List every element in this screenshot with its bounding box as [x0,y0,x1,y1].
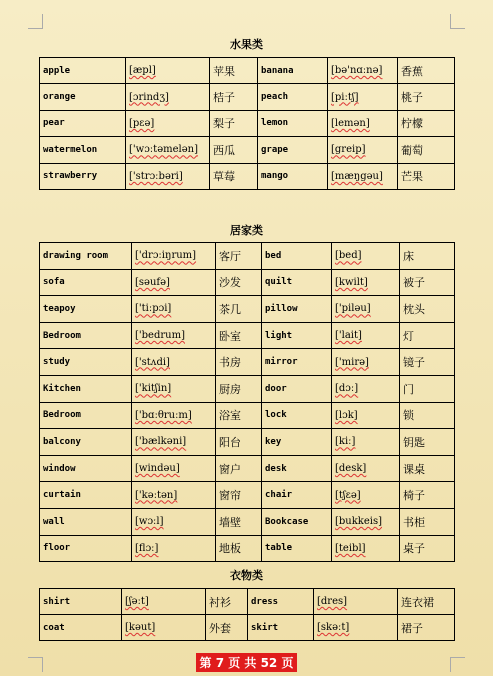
english-word: Bookcase [262,508,332,535]
phonetic-text: [flɔː] [135,542,159,554]
phonetic [132,269,216,296]
phonetic-text: [skəːt] [317,622,350,633]
phonetic-text: ['bedrum] [135,330,185,342]
vocab-table [39,588,455,641]
phonetic-text: [dres] [317,596,348,607]
english-word: teapoy [40,296,132,323]
phonetic-text: [səufə] [135,276,170,288]
phonetic-text: ['bælkəni] [135,436,187,448]
phonetic [132,349,216,376]
phonetic [332,482,400,509]
chinese-meaning: 枕头 [400,296,455,323]
phonetic [332,269,400,296]
english-word: chair [262,482,332,509]
english-word: bed [262,243,332,270]
english-word: table [262,535,332,562]
phonetic-text: [teibl] [335,542,366,554]
table-row [40,137,455,163]
phonetic-text: [windəu] [135,463,180,475]
phonetic [332,375,400,402]
english-word: mango [258,163,328,189]
table-row [40,322,455,349]
phonetic [328,84,398,110]
chinese-meaning: 裙子 [398,615,455,641]
table-row [40,243,455,270]
phonetic-text: [kəut] [125,622,156,633]
table-row [40,429,455,456]
table-row [40,296,455,323]
phonetic [314,589,398,615]
chinese-meaning: 卧室 [216,322,262,349]
phonetic-text: ['drɔːiŋrum] [135,250,197,262]
table-row [40,269,455,296]
crop-mark-top-right [450,14,465,29]
english-word: dress [248,589,314,615]
chinese-meaning: 客厅 [216,243,262,270]
chinese-meaning: 芒果 [398,163,455,189]
phonetic-text: [tʃɛə] [335,489,361,501]
phonetic-text: [wɔːl] [135,516,164,528]
section-title: 居家类 [230,224,263,237]
english-word: desk [262,455,332,482]
chinese-meaning: 西瓜 [210,137,258,163]
phonetic-text: [ʃəːt] [125,596,149,607]
page-footer [0,652,493,672]
english-word: quilt [262,269,332,296]
phonetic [132,508,216,535]
phonetic-text: ['strɔːbəri] [129,170,183,182]
chinese-meaning: 书柜 [400,508,455,535]
phonetic-text: [greip] [331,144,366,156]
phonetic-text: [bukkeis] [335,516,383,528]
phonetic [132,482,216,509]
phonetic [132,375,216,402]
english-word: sofa [40,269,132,296]
section-title: 衣物类 [230,569,263,582]
table-row [40,349,455,376]
chinese-meaning: 柠檬 [398,110,455,136]
english-word: apple [40,58,126,84]
english-word: door [262,375,332,402]
table-row [40,163,455,189]
english-word: lemon [258,110,328,136]
table-row [40,508,455,535]
phonetic [132,243,216,270]
chinese-meaning: 门 [400,375,455,402]
phonetic-text: [ɔrindʒ] [129,91,169,103]
english-word: strawberry [40,163,126,189]
phonetic [328,163,398,189]
phonetic [332,508,400,535]
chinese-meaning: 外套 [206,615,248,641]
phonetic-text: [desk] [335,463,367,475]
phonetic-text: [dɔː] [335,383,359,395]
english-word: study [40,349,132,376]
english-word: Bedroom [40,402,132,429]
table-row [40,615,455,641]
chinese-meaning: 厨房 [216,375,262,402]
table-row [40,482,455,509]
table-row [40,375,455,402]
section-title: 水果类 [230,38,263,51]
phonetic [126,58,210,84]
english-word: key [262,429,332,456]
english-word: watermelon [40,137,126,163]
phonetic [328,58,398,84]
table-row [40,535,455,562]
phonetic-text: ['kəːtən] [135,489,178,501]
english-word: lock [262,402,332,429]
phonetic [328,110,398,136]
phonetic [132,296,216,323]
chinese-meaning: 锁 [400,402,455,429]
chinese-meaning: 桌子 [400,535,455,562]
english-word: banana [258,58,328,84]
phonetic-text: ['bɑːθruːm] [135,409,192,421]
phonetic-text: [pɛə] [129,117,155,129]
phonetic-text: [kiː] [335,436,356,448]
chinese-meaning: 课桌 [400,455,455,482]
english-word: skirt [248,615,314,641]
chinese-meaning: 葡萄 [398,137,455,163]
chinese-meaning: 镜子 [400,349,455,376]
chinese-meaning: 床 [400,243,455,270]
english-word: shirt [40,589,122,615]
phonetic [332,535,400,562]
english-word: drawing room [40,243,132,270]
phonetic [132,535,216,562]
chinese-meaning: 窗帘 [216,482,262,509]
phonetic-text: ['lait] [335,330,362,342]
phonetic-text: [mæŋgəu] [331,170,383,182]
phonetic [332,349,400,376]
chinese-meaning: 苹果 [210,58,258,84]
english-word: Bedroom [40,322,132,349]
page-number-label: 第 7 页 共 52 页 [196,653,298,672]
crop-mark-top-left [28,14,43,29]
phonetic-text: ['kitʃin] [135,383,172,395]
english-word: coat [40,615,122,641]
table-row [40,110,455,136]
phonetic-text: [bə'nɑːnə] [331,65,383,77]
chinese-meaning: 梨子 [210,110,258,136]
table-row [40,84,455,110]
english-word: pear [40,110,126,136]
table-row [40,58,455,84]
chinese-meaning: 阳台 [216,429,262,456]
english-word: window [40,455,132,482]
phonetic [132,429,216,456]
phonetic [328,137,398,163]
chinese-meaning: 书房 [216,349,262,376]
phonetic-text: [kwilt] [335,276,368,288]
phonetic [332,402,400,429]
chinese-meaning: 地板 [216,535,262,562]
phonetic-text: ['wɔːtəmelən] [129,144,198,156]
english-word: balcony [40,429,132,456]
english-word: wall [40,508,132,535]
vocab-table [39,242,455,562]
phonetic-text: [lemən] [331,117,370,129]
chinese-meaning: 椅子 [400,482,455,509]
phonetic-text: ['piləu] [335,303,371,315]
phonetic-text: [æpl] [129,65,156,77]
chinese-meaning: 茶几 [216,296,262,323]
chinese-meaning: 桃子 [398,84,455,110]
phonetic [122,589,206,615]
english-word: Kitchen [40,375,132,402]
phonetic-text: [bed] [335,250,362,262]
phonetic-text: ['mirə] [335,356,369,368]
phonetic-text: ['stʌdi] [135,356,170,368]
english-word: light [262,322,332,349]
chinese-meaning: 桔子 [210,84,258,110]
table-row [40,589,455,615]
phonetic [122,615,206,641]
phonetic-text: ['tiːpɔi] [135,303,172,315]
phonetic-text: [lɔk] [335,409,358,421]
phonetic [332,322,400,349]
phonetic [126,163,210,189]
chinese-meaning: 窗户 [216,455,262,482]
phonetic [332,296,400,323]
phonetic-text: [piːtʃ] [331,91,359,103]
chinese-meaning: 灯 [400,322,455,349]
phonetic [332,429,400,456]
chinese-meaning: 墙壁 [216,508,262,535]
vocab-table [39,57,455,190]
chinese-meaning: 连衣裙 [398,589,455,615]
table-row [40,402,455,429]
chinese-meaning: 衬衫 [206,589,248,615]
english-word: floor [40,535,132,562]
phonetic [126,84,210,110]
phonetic [126,110,210,136]
chinese-meaning: 钥匙 [400,429,455,456]
phonetic [314,615,398,641]
chinese-meaning: 香蕉 [398,58,455,84]
table-row [40,455,455,482]
chinese-meaning: 浴室 [216,402,262,429]
phonetic [126,137,210,163]
phonetic [132,322,216,349]
chinese-meaning: 草莓 [210,163,258,189]
phonetic [332,455,400,482]
phonetic [132,402,216,429]
english-word: curtain [40,482,132,509]
english-word: pillow [262,296,332,323]
chinese-meaning: 沙发 [216,269,262,296]
chinese-meaning: 被子 [400,269,455,296]
english-word: orange [40,84,126,110]
english-word: mirror [262,349,332,376]
phonetic [132,455,216,482]
english-word: grape [258,137,328,163]
english-word: peach [258,84,328,110]
phonetic [332,243,400,270]
